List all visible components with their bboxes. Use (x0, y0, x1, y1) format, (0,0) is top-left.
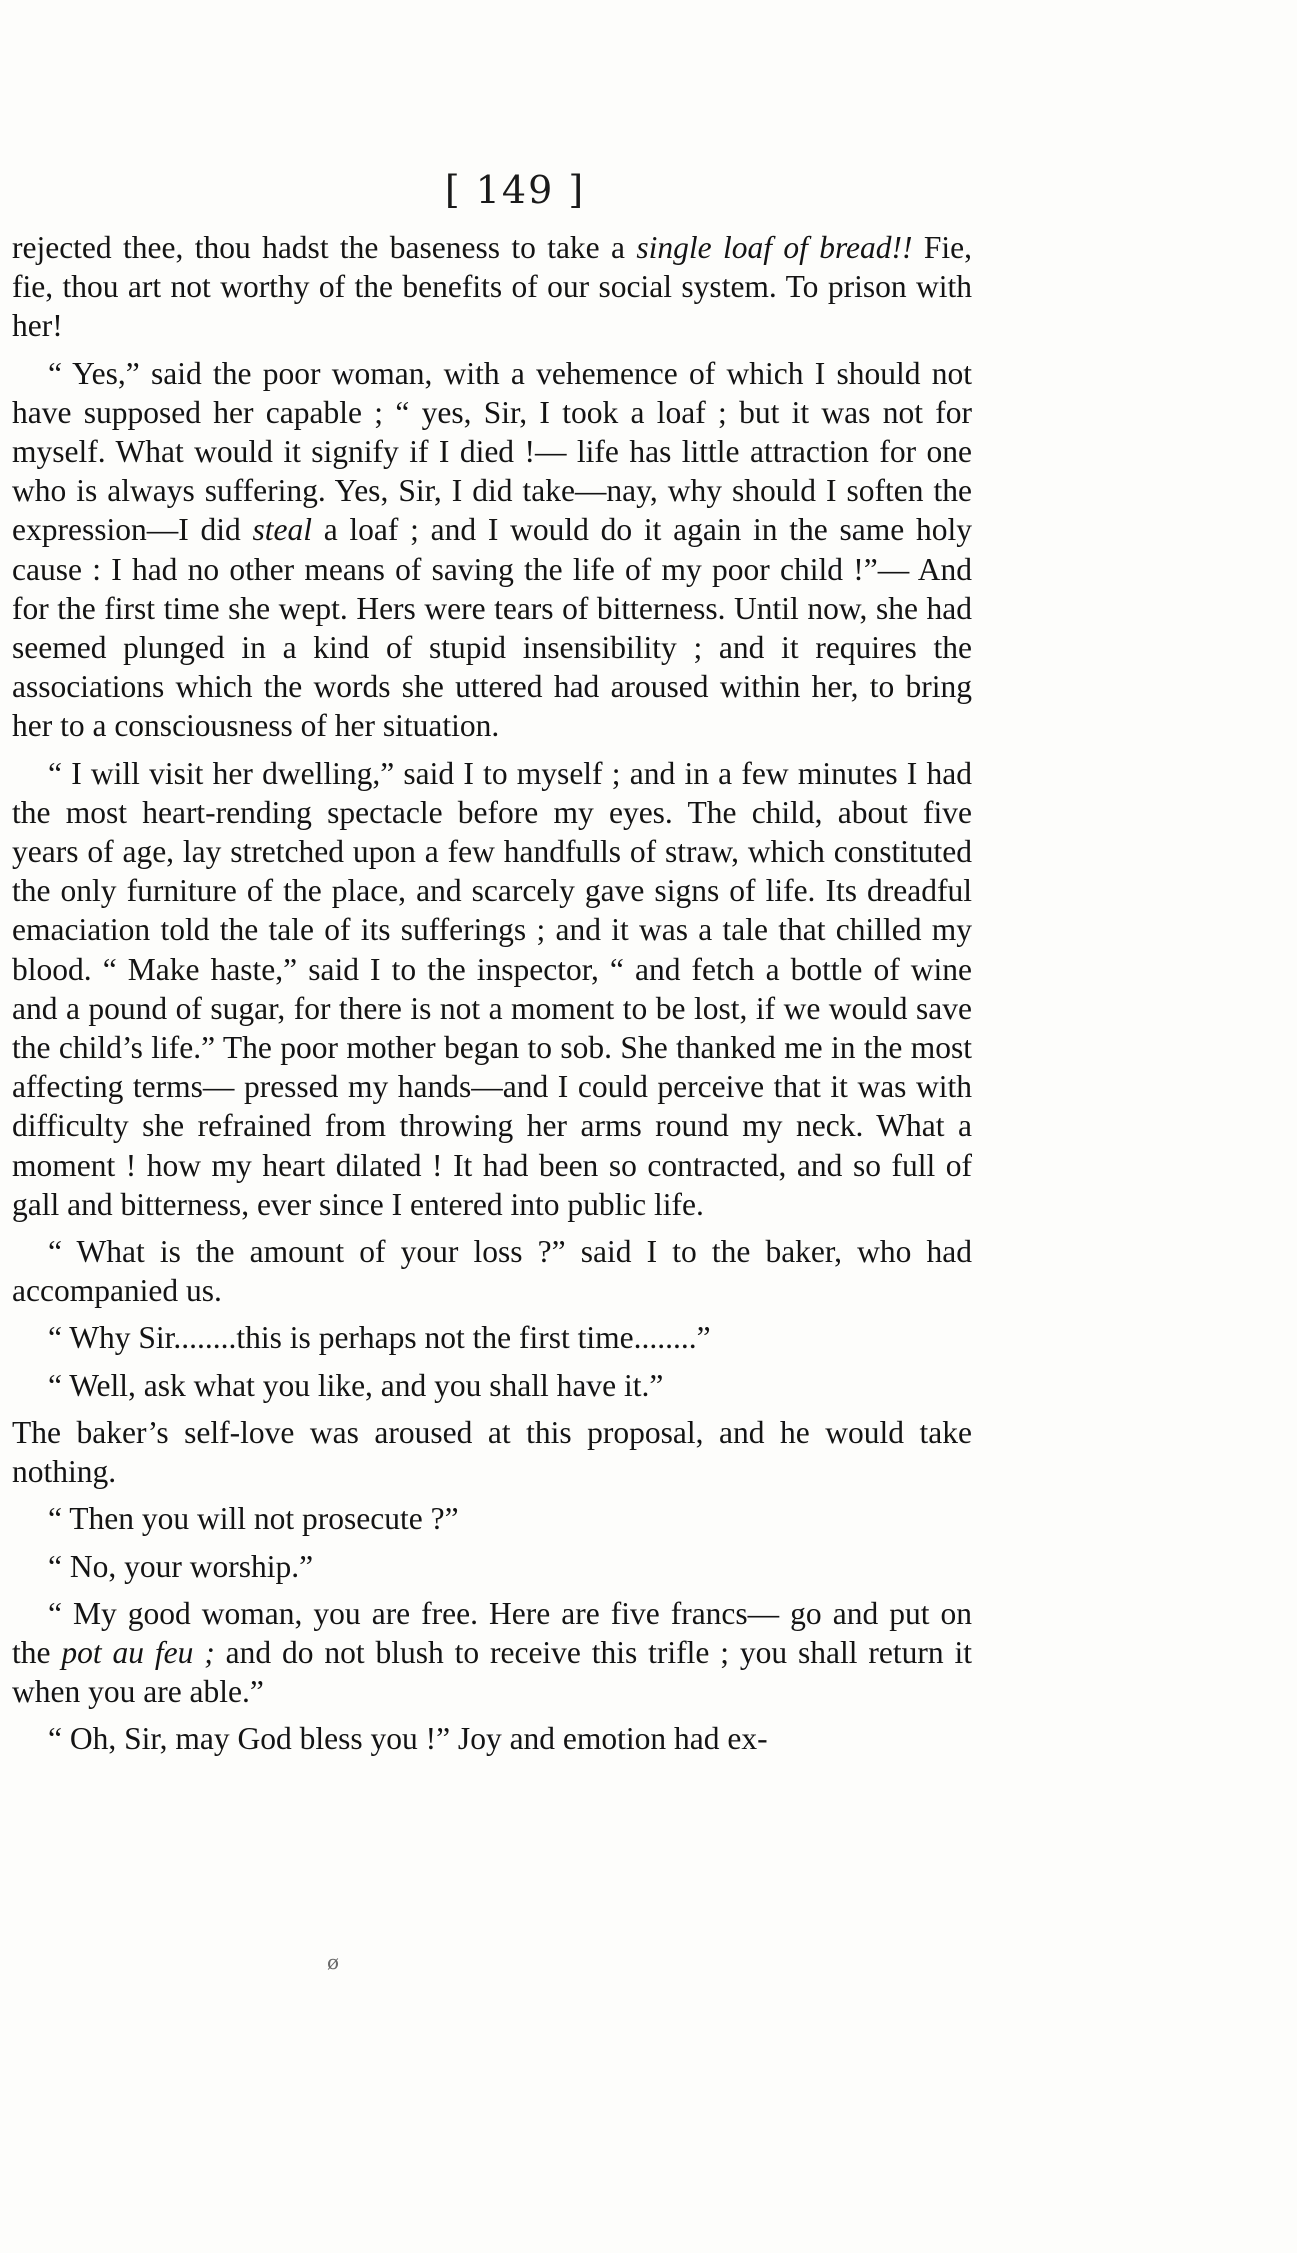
text-run: rejected thee, thou hadst the baseness to take a (12, 230, 637, 265)
italic-text: steal (252, 512, 312, 548)
paragraph-5 (12, 1318, 972, 1357)
text-run: “ I will visit her dwelling,” said I to myself ; and in a few minutes I had the most heart-rending spectacle before my eyes. The child, about five years of age, lay stretched upon a few handfulls of straw, which constituted the only furniture of the place, and scarcely gave signs of life. Its dreadful emaciation told the tale of its sufferings ; and it was a tale that chilled my blood. “ Make haste,” said I to the inspector, “ and fetch a bottle of wine and a pound of sugar, for there is not a moment to be lost, if we would save the child’s life.” The poor mother began to sob. She thanked me in the most affecting terms— pressed my hands—and I could perceive that it was with difficulty she refrained from throwing her arms round my neck. What a moment ! how my heart dilated ! It had been so contracted, and so full of gall and bitterness, ever since I entered into public life. (12, 755, 972, 1222)
page-number: [ 149 ] (444, 168, 586, 212)
italic-text: pot au feu ; (61, 1634, 215, 1670)
paragraph-4 (12, 1232, 972, 1310)
text-run: “ Oh, Sir, may God bless you !” Joy and emotion had ex- (48, 1721, 768, 1757)
text-run: “ No, your worship.” (48, 1548, 314, 1584)
text-run: Fie, fie, thou art not worthy of the benefits of our social system. To prison with her! (12, 230, 972, 344)
paragraph-9 (12, 1547, 972, 1586)
text-run: The baker’s self-love was aroused at this proposal, and he would take nothing. (12, 1414, 972, 1490)
paragraph-10 (12, 1594, 972, 1712)
body-text (12, 228, 972, 1767)
text-run: “ My good woman, you are free. Here are five francs— go and put on the (12, 1595, 972, 1670)
paragraph-3 (12, 754, 972, 1224)
paragraph-2 (12, 354, 972, 746)
text-run: “ Yes,” said the poor woman, with a vehemence of which I should not have supposed her capable ; “ yes, Sir, I took a loaf ; but it was not for myself. What would it signify if I died !— life has little attraction for one who is always suffering. Yes, Sir, I did take—nay, why should I soften the expression—I did (12, 355, 972, 548)
text-run: “ Then you will not prosecute ?” (48, 1501, 459, 1537)
text-run: a loaf ; and I would do it again in the same holy cause : I had no other means of saving the life of my poor child !”— And for the first time she wept. Hers were tears of bitterness. Until now, she had seemed plunged in a kind of stupid insensibility ; and it requires the associations which the words she uttered had aroused within her, to bring her to a consciousness of her situation. (12, 512, 972, 744)
paragraph-7 (12, 1413, 972, 1491)
italic-text: single loaf of bread!! (636, 230, 913, 265)
text-run: “ What is the amount of your loss ?” said I to the baker, who had accompanied us. (12, 1234, 972, 1309)
paragraph-11 (12, 1719, 972, 1758)
paragraph-1 (12, 228, 972, 346)
footer-mark: ø (326, 1950, 340, 1974)
text-run: and do not blush to receive this trifle ; you shall return it when you are able.” (12, 1634, 972, 1710)
text-run: “ Why Sir........this is perhaps not the first time........” (48, 1320, 711, 1356)
paragraph-8 (12, 1499, 972, 1538)
paragraph-6 (12, 1366, 972, 1405)
text-run: “ Well, ask what you like, and you shall have it.” (48, 1367, 664, 1403)
